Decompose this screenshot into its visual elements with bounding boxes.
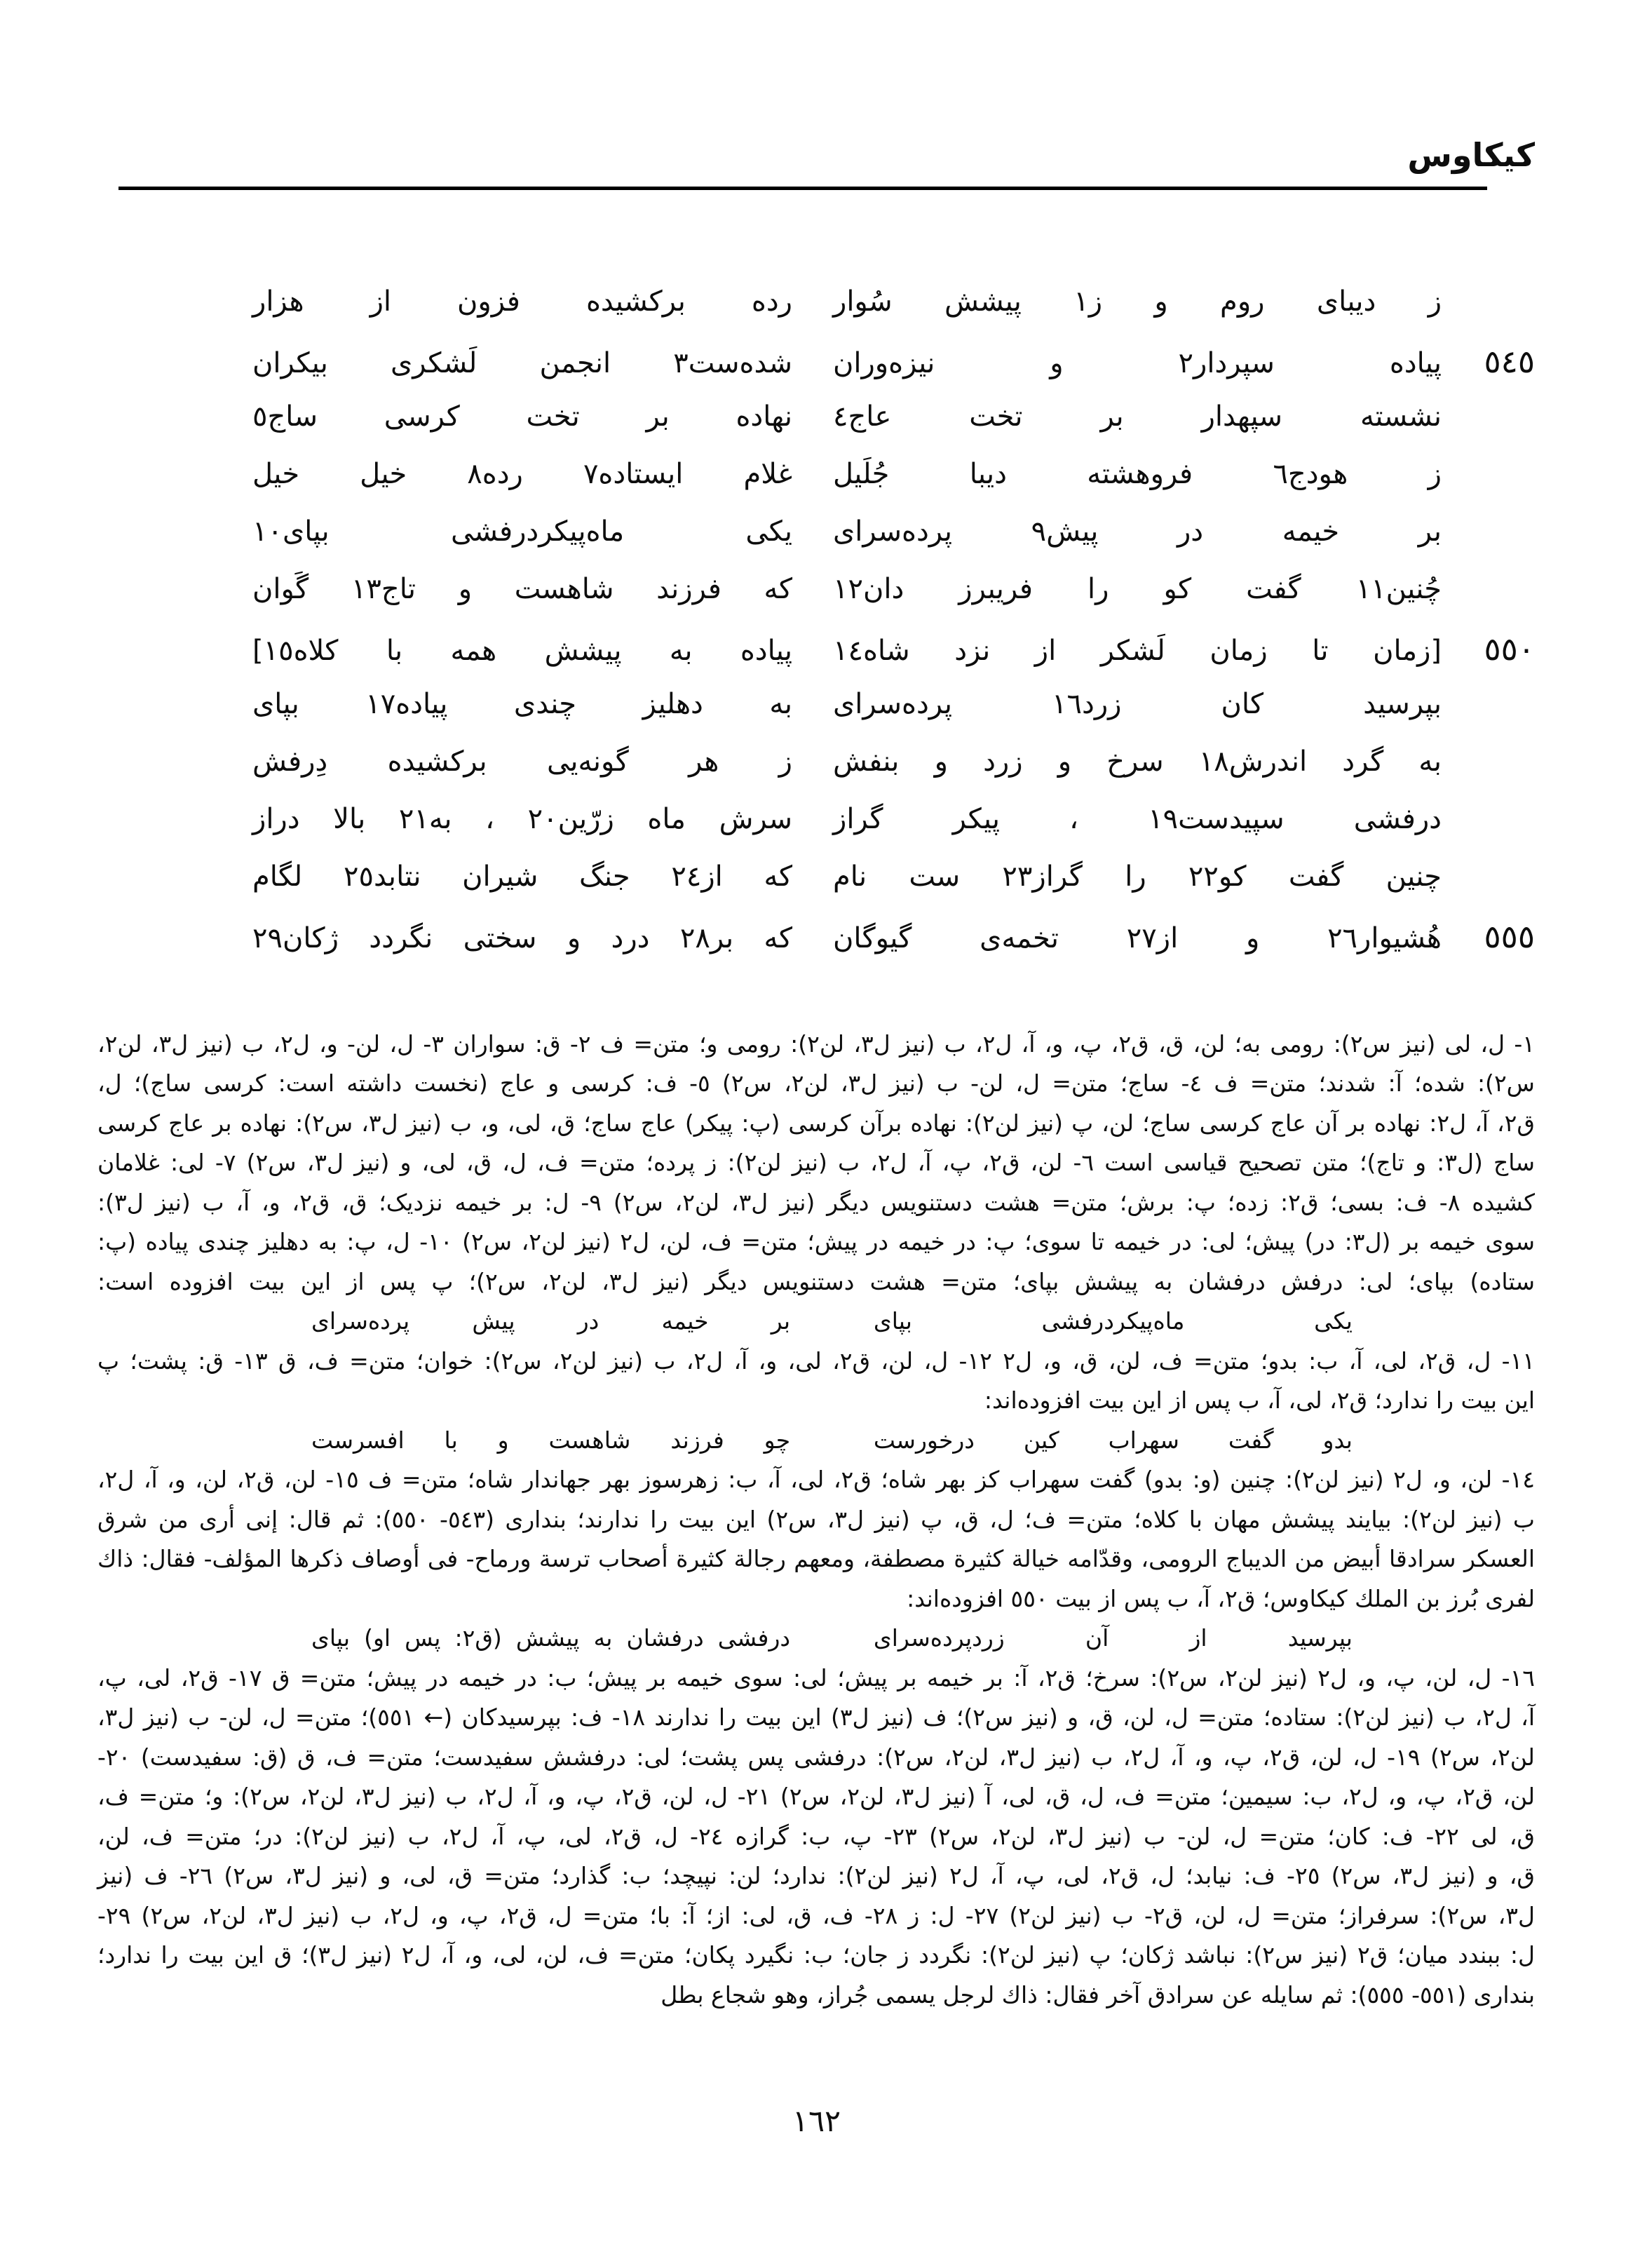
hemistich-left: غلام ایستاده٧ رده٨ خیل خیل xyxy=(252,457,792,490)
hemistich-right: نشسته سپهدار بر تخت عاج٤ xyxy=(833,400,1442,433)
hemistich-left: به دهلیز چندی پیاده١٧ بپای xyxy=(252,687,792,720)
apparatus-quoted-verse xyxy=(97,1619,1535,1659)
hemistich-right: درفشی سپیدست١٩ ، پیکر گراز xyxy=(833,802,1442,835)
apparatus-note-line: آ، ل٢، ب (نیز لن٢): ستاده؛ متن= ل، لن، ق، و (نیز س٢)؛ ف (نیز ل٣) این بیت را ندارند ١٨- ف: بپرسیدکان (← ٥٥١)؛ متن= ل، لن- ب (نیز ل٣، xyxy=(97,1703,1535,1732)
hemistich-left: که بر٢٨ درد و سختی نگردد ژکان٢٩ xyxy=(252,922,793,954)
hemistich-left: که از٢٤ جنگ شیران نتابد٢٥ لگام xyxy=(252,860,793,893)
apparatus-note-line: ساج (ل٣: و تاج)؛ متن تصحیح قیاسی است ٦- لن، ق٢، پ، آ، ل٢، ب (نیز لن٢): ز پرده؛ متن= ف، ل، ق، لی، و (نیز ل٣، س٢) ٧- لی: غلامان xyxy=(97,1149,1535,1177)
hemistich-right: بر خیمه در پیش٩ پرده‌سرای xyxy=(833,515,1442,548)
apparatus-note-line: ل: ببندد میان؛ ق٢ (نیز س٢): نباشد ژکان؛ پ (نیز لن٢): نگردد ز جان؛ ب: نگیرد پکان؛ متن= ف، لن، لی، و، آ، ل٢ (نیز ل٣)؛ ق این بیت را ندارد؛ xyxy=(97,1941,1535,1969)
verse-row xyxy=(97,630,1535,688)
verse-row xyxy=(97,515,1535,573)
quoted-hemistich-right: یکی ماه‌پیکردرفشی بپای xyxy=(873,1307,1353,1335)
verse-row xyxy=(97,458,1535,515)
verse-row xyxy=(97,860,1535,918)
hemistich-right: ز دیبای روم و ز١ پیشش سُوار xyxy=(833,285,1442,318)
quoted-hemistich-left: بر خیمه در پیش پرده‌سرای xyxy=(311,1307,791,1335)
verse-row xyxy=(97,918,1535,976)
apparatus-note-line: سوی خیمه بر (ل٣: در) پیش؛ لی: در خیمه تا سوی؛ پ: در خیمه در پیش؛ متن= ف، لن، ل٢ (نیز لن٢، س٢) ١٠- ل، پ: به دهلیز چندی پیاده (پ: xyxy=(97,1228,1535,1256)
verse-row xyxy=(97,400,1535,458)
verse-row xyxy=(97,573,1535,630)
apparatus-note-line: ١- ل، لی (نیز س٢): رومی به؛ لن، ق، ق٢، پ، و، آ، ل٢، ب (نیز ل٣، لن٢): رومی و؛ متن= ف ٢- ق: سواران ٣- ل، لن- و، ل٢، ب (نیز ل٣، لن٢، xyxy=(97,1030,1535,1058)
quoted-hemistich-left: چو فرزند شاهست و با افسرست xyxy=(311,1426,791,1454)
hemistich-left: که فرزند شاهست و تاج١٣ گَوان xyxy=(252,572,792,605)
hemistich-right: بپرسید کان زرد١٦ پرده‌سرای xyxy=(833,687,1442,720)
hemistich-right: چنین گفت کو٢٢ را گراز٢٣ ست نام xyxy=(833,860,1442,893)
verse-row xyxy=(97,285,1535,343)
apparatus-note-line: لفری بُرز بن الملك کیکاوس؛ ق٢، آ، ب پس از بیت ٥٥٠ افزوده‌اند: xyxy=(907,1584,1535,1612)
apparatus-note-line: لن٢، س٢) ١٩- ل، لن، ق٢، پ، و، آ، ل٢، ب (نیز ل٣، لن٢، س٢): درفشی پس پشت؛ لی: درفشش سفیدست؛ متن= ف، ق (ق: سفیدست) ٢٠- xyxy=(97,1743,1535,1771)
quoted-hemistich-right: بپرسید از آن زردپرده‌سرای xyxy=(873,1624,1353,1652)
hemistich-left: یکی ماه‌پیکردرفشی بپای١٠ xyxy=(252,515,792,548)
apparatus-note-line: ١٦- ل، لن، پ، و، ل٢ (نیز لن٢، س٢): سرخ؛ ق٢، آ: بر خیمه بر پیش؛ لی: سوی خیمه بر پیش؛ ب: در خیمه در پیش؛ متن= ق ١٧- ق٢، لی، پ، xyxy=(97,1663,1536,1692)
quoted-hemistich-right: بدو گفت سهراب کین درخورست xyxy=(873,1426,1353,1454)
apparatus-quoted-verse xyxy=(97,1421,1535,1461)
hemistich-left: رده برکشیده فزون از هزار xyxy=(252,285,792,318)
apparatus-note-line: این بیت را ندارد؛ ق٢، لی، آ، ب پس از این بیت افزوده‌اند: xyxy=(984,1386,1535,1415)
verse-number: ٥٥٥ xyxy=(1484,917,1535,955)
apparatus-note-line: ق، و (نیز ل٣، س٢) ٢٥- ف: نیابد؛ ل، ق٢، لی، پ، آ، ل٢ (نیز لن٢): ندارد؛ لن: نپیچد؛ ب: گذارد؛ متن= ق، لی، و (نیز ل٣، س٢) ٢٦- ف (نیز xyxy=(97,1862,1535,1890)
apparatus-note-line: ستاده) بپای؛ لی: درفش درفشان به پیشش بپای؛ متن= هشت دستنویس دیگر (نیز ل٣، لن٢، س٢)؛ پ پس از این بیت افزوده است: xyxy=(97,1267,1535,1295)
critical-apparatus xyxy=(97,1025,1535,2016)
hemistich-left: سرش ماه زرّین٢٠ ، به٢١ بالا دراز xyxy=(252,802,792,835)
page-number: ١٦٢ xyxy=(792,2104,841,2139)
apparatus-note-line: ١٤- لن، و، ل٢ (نیز لن٢): چنین (و: بدو) گفت سهراب کز بهر شاه؛ ق٢، لی، آ، ب: زهرسوز بهر جهاندار شاه؛ متن= ف ١٥- لن، ق٢، لن، و، آ، ل٢، xyxy=(97,1466,1535,1494)
running-head-title: کیکاوس xyxy=(1407,136,1535,174)
apparatus-note-line: ١١- ل، ق٢، لی، آ، ب: بدو؛ متن= ف، لن، ق، و، ل٢ ١٢- ل، لن، ق٢، لی، و، آ، ل٢، ب (نیز لن٢، س٢): خوان؛ متن= ف، ق ١٣- ق: پشت؛ پ xyxy=(97,1346,1536,1375)
hemistich-left: پیاده به پیشش همه با کلاه١٥] xyxy=(252,634,792,667)
apparatus-note-line: لن، ق٢، پ، و، ل٢، ب: سیمین؛ متن= ف، ل، ق، لی، آ (نیز ل٣، لن٢، س٢) ٢١- ل، لن، ق٢، پ، و، آ، ل٢، ب (نیز ل٣، لن٢، س٢): و؛ متن= ف، xyxy=(97,1783,1536,1811)
apparatus-note-line: ل٣، س٢): سرفراز؛ متن= ل، لن، ق٢- ب (نیز لن٢) ٢٧- ل: ز ٢٨- ف، ق، لی: از؛ آ: با؛ متن= ل، ق٢، پ، و، ل٢، ب (نیز ل٣، لن٢، س٢) ٢٩- xyxy=(97,1901,1535,1929)
verse-number: ٥٤٥ xyxy=(1484,342,1535,380)
apparatus-note-line: س٢): شده؛ آ: شدند؛ متن= ف ٤- ساج؛ متن= ل، لن- ب (نیز ل٣، لن٢، س٢) ٥- ف: کرسی و عاج (نخست داشته است: کرسی ساج)؛ ل، xyxy=(97,1069,1535,1098)
verse-row xyxy=(97,688,1535,745)
header-rule xyxy=(118,187,1487,190)
apparatus-note-line: ق، لی ٢٢- ف: کان؛ متن= ل، لن- ب (نیز ل٣، لن٢، س٢) ٢٣- پ، ب: گرازه ٢٤- ل، ق٢، لی، پ، آ، ل٢، ب (نیز لن٢): در؛ متن= ف، لن، xyxy=(97,1822,1535,1850)
hemistich-right: ز هودج٦ فروهشته دیبا جُلَیل xyxy=(833,457,1442,490)
verse-row xyxy=(97,343,1535,400)
hemistich-left: نهاده بر تخت کرسی ساج٥ xyxy=(252,400,792,433)
apparatus-note-line: ق٢، آ، ل٢: نهاده بر آن عاج کرسی ساج؛ لن، پ (نیز لن٢): نهاده برآن کرسی (پ: پیکر) عاج ساج؛ ق، لی، و، ب (نیز ل٣، س٢): نهاده بر عاج کرسی xyxy=(97,1109,1535,1137)
poem-section xyxy=(97,285,1535,976)
running-head xyxy=(97,135,1535,177)
apparatus-note-line: ب (نیز لن٢): بیایند پیشش مهان با کلاه؛ متن= ف؛ ل، ق، پ (نیز ل٣، س٢) این بیت را ندارند؛ بنداری (٥٤٣- ٥٥٠): ثم قال: إنی أری من شرق xyxy=(97,1505,1535,1533)
apparatus-note-line: بنداری (٥٥١- ٥٥٥): ثم سایله عن سرادق آخر فقال: ذاك لرجل یسمی جُراز، وهو شجاع بطل xyxy=(660,1980,1535,2009)
verse-number: ٥٥٠ xyxy=(1484,630,1535,668)
hemistich-right: به گرد اندرش١٨ سرخ و زرد و بنفش xyxy=(833,745,1442,778)
hemistich-right: چُنین١١ گفت کو را فریبرز دان١٢ xyxy=(833,572,1442,605)
verse-row xyxy=(97,803,1535,860)
hemistich-right: [زمان تا زمان لَشکر از نزد شاه١٤ xyxy=(833,634,1442,667)
quoted-hemistich-left: درفشی درفشان به پیشش (ق٢: پس او) بپای xyxy=(311,1624,791,1652)
hemistich-right: پیاده سپردار٢ و نیزه‌وران xyxy=(833,346,1442,379)
apparatus-note-line: العسکر سرادقا أبیض من الدیباج الرومی، وقدّامه خیالة کثیرة مصطفة، ومعهم رجالة کثیرة أصحاب ترسة ورماح- فی أوصاف ذکرها المؤلف- فقال: ذاك xyxy=(97,1545,1535,1573)
apparatus-note-line: کشیده ٨- ف: بسی؛ ق٢: زده؛ پ: برش؛ متن= هشت دستنویس دیگر (نیز ل٣، لن٢، س٢) ٩- ل: بر خیمه نزدیک؛ ق، ق٢، و، آ، ب (نیز ل٣): xyxy=(97,1188,1535,1216)
hemistich-left: ز هر گونه‌یی برکشیده دِرفش xyxy=(252,745,792,778)
hemistich-left: شده‌ست٣ انجمن لَشکری بیکران xyxy=(252,346,792,379)
hemistich-right: هُشیوار٢٦ و از٢٧ تخمه‌ی گیوگان xyxy=(833,922,1442,954)
apparatus-quoted-verse xyxy=(97,1302,1535,1342)
verse-row xyxy=(97,745,1535,803)
